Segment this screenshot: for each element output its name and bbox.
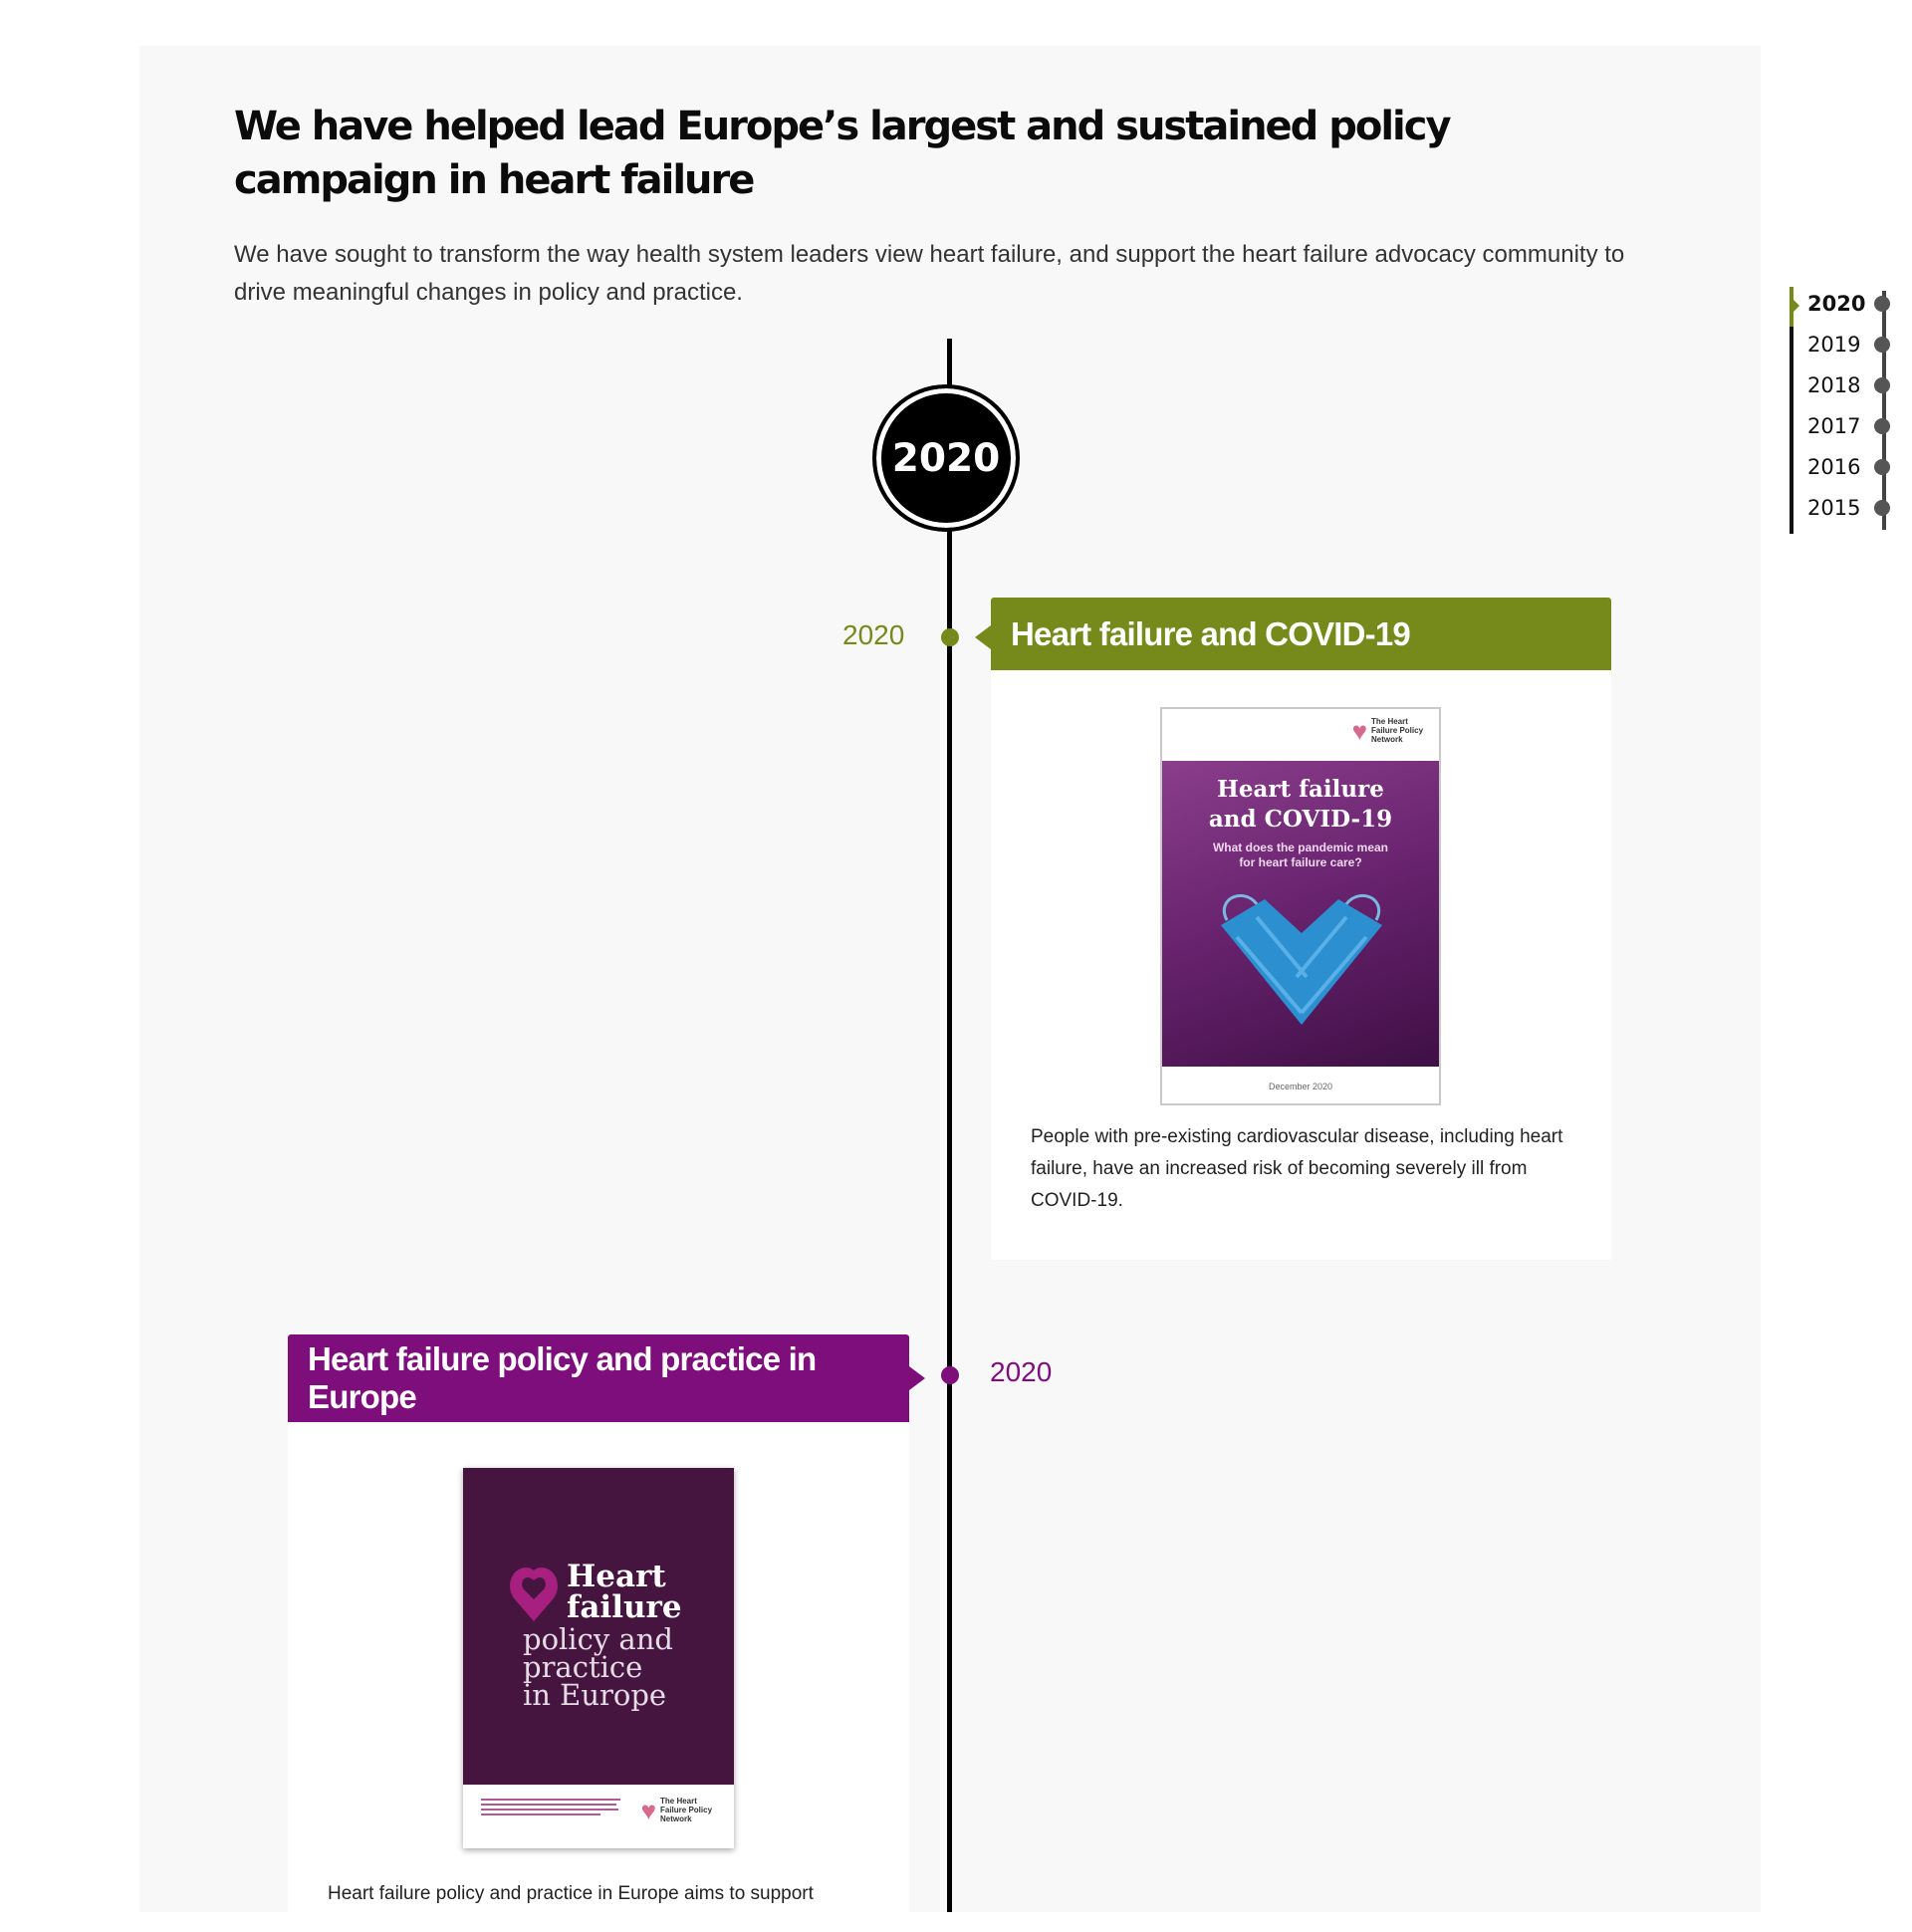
cover-body — [1162, 761, 1439, 1067]
year-nav-dot[interactable] — [1874, 418, 1890, 434]
cover-body — [463, 1468, 734, 1785]
year-nav-item-2015[interactable]: 2015 — [1807, 496, 1861, 520]
year-nav-dot[interactable] — [1874, 337, 1890, 353]
cover-subtitle-line: practice — [523, 1650, 643, 1684]
cover-title — [1162, 775, 1439, 835]
entry-date-covid: 2020 — [842, 619, 905, 650]
cover-header — [1162, 709, 1439, 761]
year-navigator — [1790, 287, 1899, 534]
card-title-text: Heart failure policy and practice in Europe — [308, 1340, 817, 1415]
heart-logo-icon: ♥ — [640, 1795, 656, 1825]
card-title-policy[interactable] — [288, 1334, 909, 1422]
year-nav-dot[interactable] — [1874, 377, 1890, 393]
year-nav-dot[interactable] — [1874, 459, 1890, 475]
card-pointer — [909, 1366, 925, 1390]
cover-subtitle-line: policy and — [523, 1622, 673, 1656]
cover-subtitle-line: in Europe — [523, 1678, 667, 1712]
cover-date: December 2020 — [1268, 1082, 1333, 1091]
logo-text — [1371, 717, 1429, 744]
card-title-covid[interactable] — [991, 598, 1611, 670]
timeline-dot-policy — [941, 1366, 959, 1384]
year-nav-dot[interactable] — [1874, 500, 1890, 516]
year-nav-item-2020[interactable]: 2020 — [1807, 292, 1866, 316]
year-nav-item-2017[interactable]: 2017 — [1807, 414, 1861, 438]
timeline-card-covid — [991, 598, 1611, 1260]
page-title: We have helped lead Europe’s largest and sustained policy campaign in heart failure — [234, 104, 1450, 203]
cover-subtitle-line: for heart failure care? — [1239, 855, 1362, 869]
year-nav-item-2016[interactable]: 2016 — [1807, 455, 1861, 479]
year-nav-dot[interactable] — [1874, 296, 1890, 312]
entry-date-policy: 2020 — [990, 1356, 1053, 1387]
card-pointer — [975, 625, 991, 649]
card-title-text: Heart failure and COVID-19 — [1011, 614, 1410, 652]
cover-title-line: Heart failure — [1217, 776, 1384, 803]
report-cover-policy[interactable] — [463, 1468, 734, 1848]
cover-fine-print — [481, 1799, 620, 1820]
cover-title-line: failure — [567, 1589, 682, 1625]
logo-text — [660, 1797, 718, 1823]
timeline-line — [947, 339, 952, 1912]
logo-line: The Heart — [660, 1797, 697, 1806]
intro-paragraph: We have sought to transform the way health system leaders view heart failure, and support the heart failure advocacy community to drive meaningful changes in policy and practice. — [234, 241, 1625, 306]
card-description-covid: People with pre-existing cardiovascular disease, including heart failure, have an increased risk of becoming severely ill from COVID-19. — [1031, 1126, 1563, 1211]
report-cover-covid[interactable] — [1160, 707, 1441, 1105]
cover-title-line: and COVID-19 — [1208, 806, 1393, 833]
face-mask-heart-icon — [1207, 885, 1396, 1035]
cover-title-line: Heart — [567, 1559, 666, 1594]
network-logo — [1352, 717, 1429, 744]
location-heart-icon — [509, 1564, 559, 1621]
timeline-dot-covid — [941, 628, 959, 646]
logo-line: Failure Policy — [1371, 726, 1424, 735]
logo-line: Failure Policy — [660, 1806, 713, 1814]
network-logo — [641, 1797, 718, 1823]
cover-title — [567, 1559, 682, 1625]
timeline-card-policy — [288, 1334, 909, 1932]
year-nav-pointer-icon — [1793, 300, 1799, 312]
timeline-year-marker: 2020 — [872, 384, 1020, 532]
logo-line: Network — [660, 1814, 692, 1823]
heart-logo-icon: ♥ — [1351, 715, 1367, 746]
card-description-policy: Heart failure policy and practice in Europe aims to support — [328, 1883, 814, 1904]
cover-subtitle — [1162, 841, 1439, 870]
year-nav-item-2018[interactable]: 2018 — [1807, 373, 1861, 397]
logo-line: The Heart — [1371, 717, 1408, 726]
cover-subtitle — [523, 1622, 722, 1712]
cover-subtitle-line: What does the pandemic mean — [1212, 841, 1389, 854]
logo-line: Network — [1371, 735, 1403, 744]
year-nav-item-2019[interactable]: 2019 — [1807, 333, 1861, 357]
